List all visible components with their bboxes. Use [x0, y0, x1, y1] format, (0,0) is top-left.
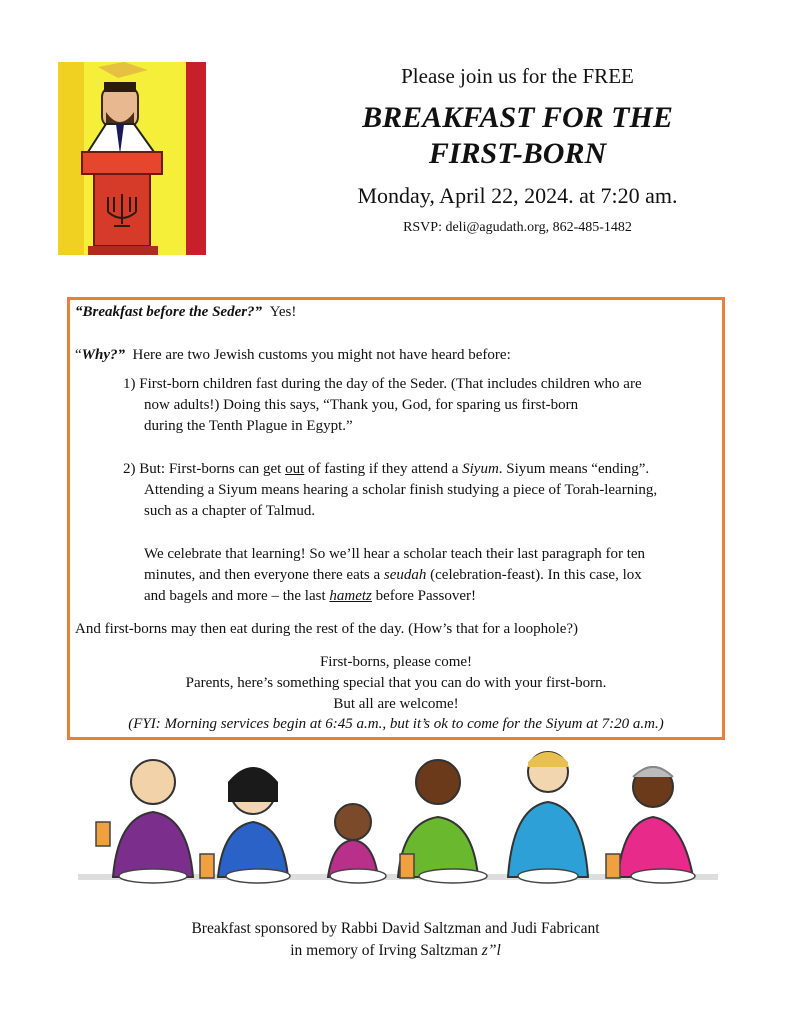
- question-breakfast: [75, 302, 296, 323]
- item-2-line-3: such as a chapter of Talmud.: [144, 503, 316, 519]
- rabbi-at-lectern-illustration: [58, 62, 206, 255]
- loophole-line: And first-borns may then eat during the rest of the day. (How’s that for a loophole?): [75, 621, 579, 637]
- celebrate-text-d: before Passover!: [371, 588, 477, 604]
- item-1-line-1: 1) First-born children fast during the day of the Seder. (That includes children who are: [123, 376, 642, 392]
- sponsor-line-1: Breakfast sponsored by Rabbi David Saltzman and Judi Fabricant: [191, 920, 600, 937]
- breakfast-people-illustration: [78, 742, 718, 900]
- hametz-italic: hametz: [329, 588, 372, 604]
- item-1-line-3: during the Tenth Plague in Egypt.”: [144, 418, 353, 434]
- closing-line-3: But all are welcome!: [333, 696, 459, 712]
- event-title-line-2: FIRST-BORN: [428, 137, 607, 170]
- item-2-siyum-italic: Siyum: [462, 461, 499, 477]
- sponsor-note: [100, 918, 691, 962]
- question-why-bold: Why?”: [81, 347, 126, 363]
- closing-line-2: Parents, here’s something special that you can do with your first-born.: [185, 675, 607, 691]
- celebrate-line-2: [144, 565, 642, 586]
- sponsor-memory-text: in memory of Irving Saltzman: [290, 942, 482, 959]
- question-why: [75, 345, 511, 366]
- event-title-line-1: BREAKFAST FOR THE: [362, 101, 673, 134]
- question-why-open-quote: “: [75, 347, 82, 363]
- item-1-line-2: now adults!) Doing this says, “Thank you, God, for sparing us first-born: [144, 397, 579, 413]
- question-breakfast-answer: Yes!: [269, 304, 297, 320]
- rsvp-contact: RSVP: deli@agudath.org, 862-485-1482: [403, 220, 632, 235]
- item-2-line-1: [123, 459, 649, 480]
- invitation-line: Please join us for the FREE: [401, 64, 634, 88]
- celebrate-line-1: We celebrate that learning! So we’ll hear a scholar teach their last paragraph for ten: [144, 546, 646, 562]
- event-datetime: Monday, April 22, 2024. at 7:20 am.: [357, 183, 678, 208]
- info-box: [67, 297, 725, 740]
- item-2-out-underlined: out: [285, 461, 305, 477]
- question-why-answer: Here are two Jewish customs you might not have heard before:: [132, 347, 511, 363]
- celebrate-text-b: (celebration-feast). In this case, lox: [426, 567, 642, 583]
- sponsor-zl-italic: z”l: [481, 942, 501, 959]
- item-2-text-c: . Siyum means “ending”.: [498, 461, 650, 477]
- fyi-note: (FYI: Morning services begin at 6:45 a.m., but it’s ok to come for the Siyum at 7:20 a.m.): [128, 716, 664, 732]
- seudah-italic: seudah: [383, 567, 427, 583]
- celebrate-text-a: minutes, and then everyone there eats a: [144, 567, 384, 583]
- item-2-line-2: Attending a Siyum means hearing a scholar finish studying a piece of Torah-learning,: [144, 482, 658, 498]
- closing-line-1: First-borns, please come!: [319, 654, 473, 670]
- celebrate-text-c: and bagels and more – the last: [144, 588, 330, 604]
- sponsor-line-2: [100, 940, 691, 962]
- item-2-text-a: 2) But: First-borns can get: [123, 461, 286, 477]
- celebrate-line-3: [144, 586, 476, 607]
- question-breakfast-bold: “Breakfast before the Seder?”: [75, 304, 263, 320]
- event-title: [330, 100, 705, 172]
- item-2-text-b: of fasting if they attend a: [304, 461, 463, 477]
